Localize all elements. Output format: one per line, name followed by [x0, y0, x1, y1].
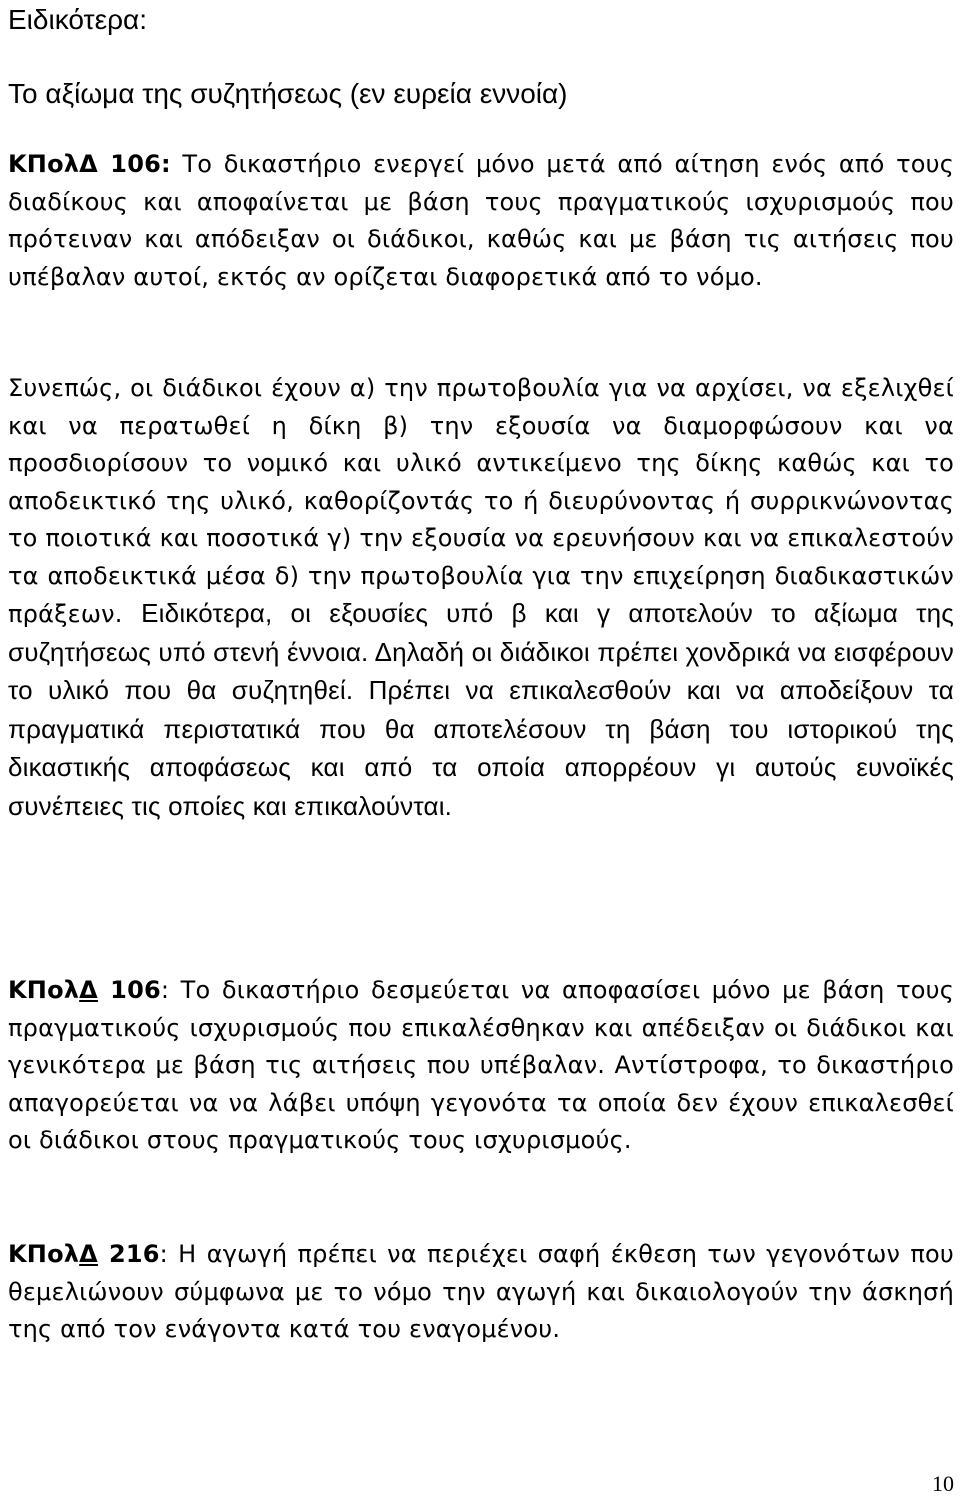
paragraph-kpold-106-binding — [8, 972, 954, 1160]
law-reference: ΚΠολΔ 106: — [8, 150, 171, 178]
paragraph-text-d: Πρέπει να επικαλεσθούν και να αποδείξουν τα πραγματικά περιστατικά που θα αποτελέσουν τη βάση του ιστορικού της δικαστικής αποφάσεως και από τα οποία απορρέουν γι αυτούς ευνοϊκές συνέπειες τις οποίες και επικαλούνται. — [8, 675, 954, 821]
paragraph-text-a: Συνεπώς, οι διάδικοι έχουν α) την πρωτοβουλία για να αρχίσει, να εξελιχθεί και να περατωθεί η δίκη β) την εξουσία να διαμορφώσουν και να προσδιορίσουν το νομικό και υλικό αντικείμενο της δίκης καθώς και το αποδεικτικό της υλικό, καθορίζοντάς το ή διευρύνοντας ή συρρικνώνοντας το ποιοτικά και ποσοτικά γ) την εξουσία να ερευνήσουν και να επικαλεστούν τα αποδεικτικά μέσα δ) την πρωτοβουλία για την επιχείρηση διαδικαστικών πράξεων. — [8, 374, 954, 628]
principle-subheading: Το αξίωμα της συζητήσεως (εν ευρεία εννοία) — [8, 78, 568, 109]
law-reference: ΚΠολΔ 216 — [8, 1240, 160, 1268]
paragraph-kpold-216 — [8, 1236, 954, 1349]
paragraph-text-c: Δηλαδή οι διάδικοι πρέπει χονδρικά να εισφέρουν το υλικό που θα συζητηθεί. — [8, 636, 954, 705]
paragraph-text: : Η αγωγή πρέπει να περιέχει σαφή έκθεση των γεγονότων που θεμελιώνουν σύμφωνα με το νόμο την αγωγή και δικαιολογούν την άσκησή της από τον ενάγοντα κατά του εναγομένου. — [8, 1240, 954, 1343]
page-number: 10 — [932, 1471, 954, 1496]
paragraph-text-b: Ειδικότερα, οι εξουσίες υπό β και γ αποτελούν το αξίωμα της συζητήσεως υπό στενή έννοια. — [8, 598, 954, 667]
section-heading: Ειδικότερα: — [8, 4, 147, 35]
paragraph-kpold-106-general — [8, 146, 954, 296]
law-reference: ΚΠολΔ 106 — [8, 976, 161, 1004]
paragraph-text: : Το δικαστήριο δεσμεύεται να αποφασίσει μόνο με βάση τους πραγματικούς ισχυρισμούς που επικαλέσθηκαν και απέδειξαν οι διάδικοι και γενικότερα με βάση τις αιτήσεις που υπέβαλαν. Αντίστροφα, το δικαστήριο απαγορεύεται να να λάβει υπόψη γεγονότα τα οποία δεν έχουν επικαλεσθεί οι διάδικοι στους πραγματικούς τους ισχυρισμούς. — [8, 976, 954, 1154]
paragraph-text: Το δικαστήριο ενεργεί μόνο μετά από αίτηση ενός από τους διαδίκους και αποφαίνεται με βάση τους πραγματικούς ισχυρισμούς που πρότειναν και απόδειξαν οι διάδικοι, καθώς και με βάση τις αιτήσεις που υπέβαλαν αυτοί, εκτός αν ορίζεται διαφορετικά από το νόμο. — [8, 150, 954, 291]
paragraph-consequences — [8, 370, 954, 826]
